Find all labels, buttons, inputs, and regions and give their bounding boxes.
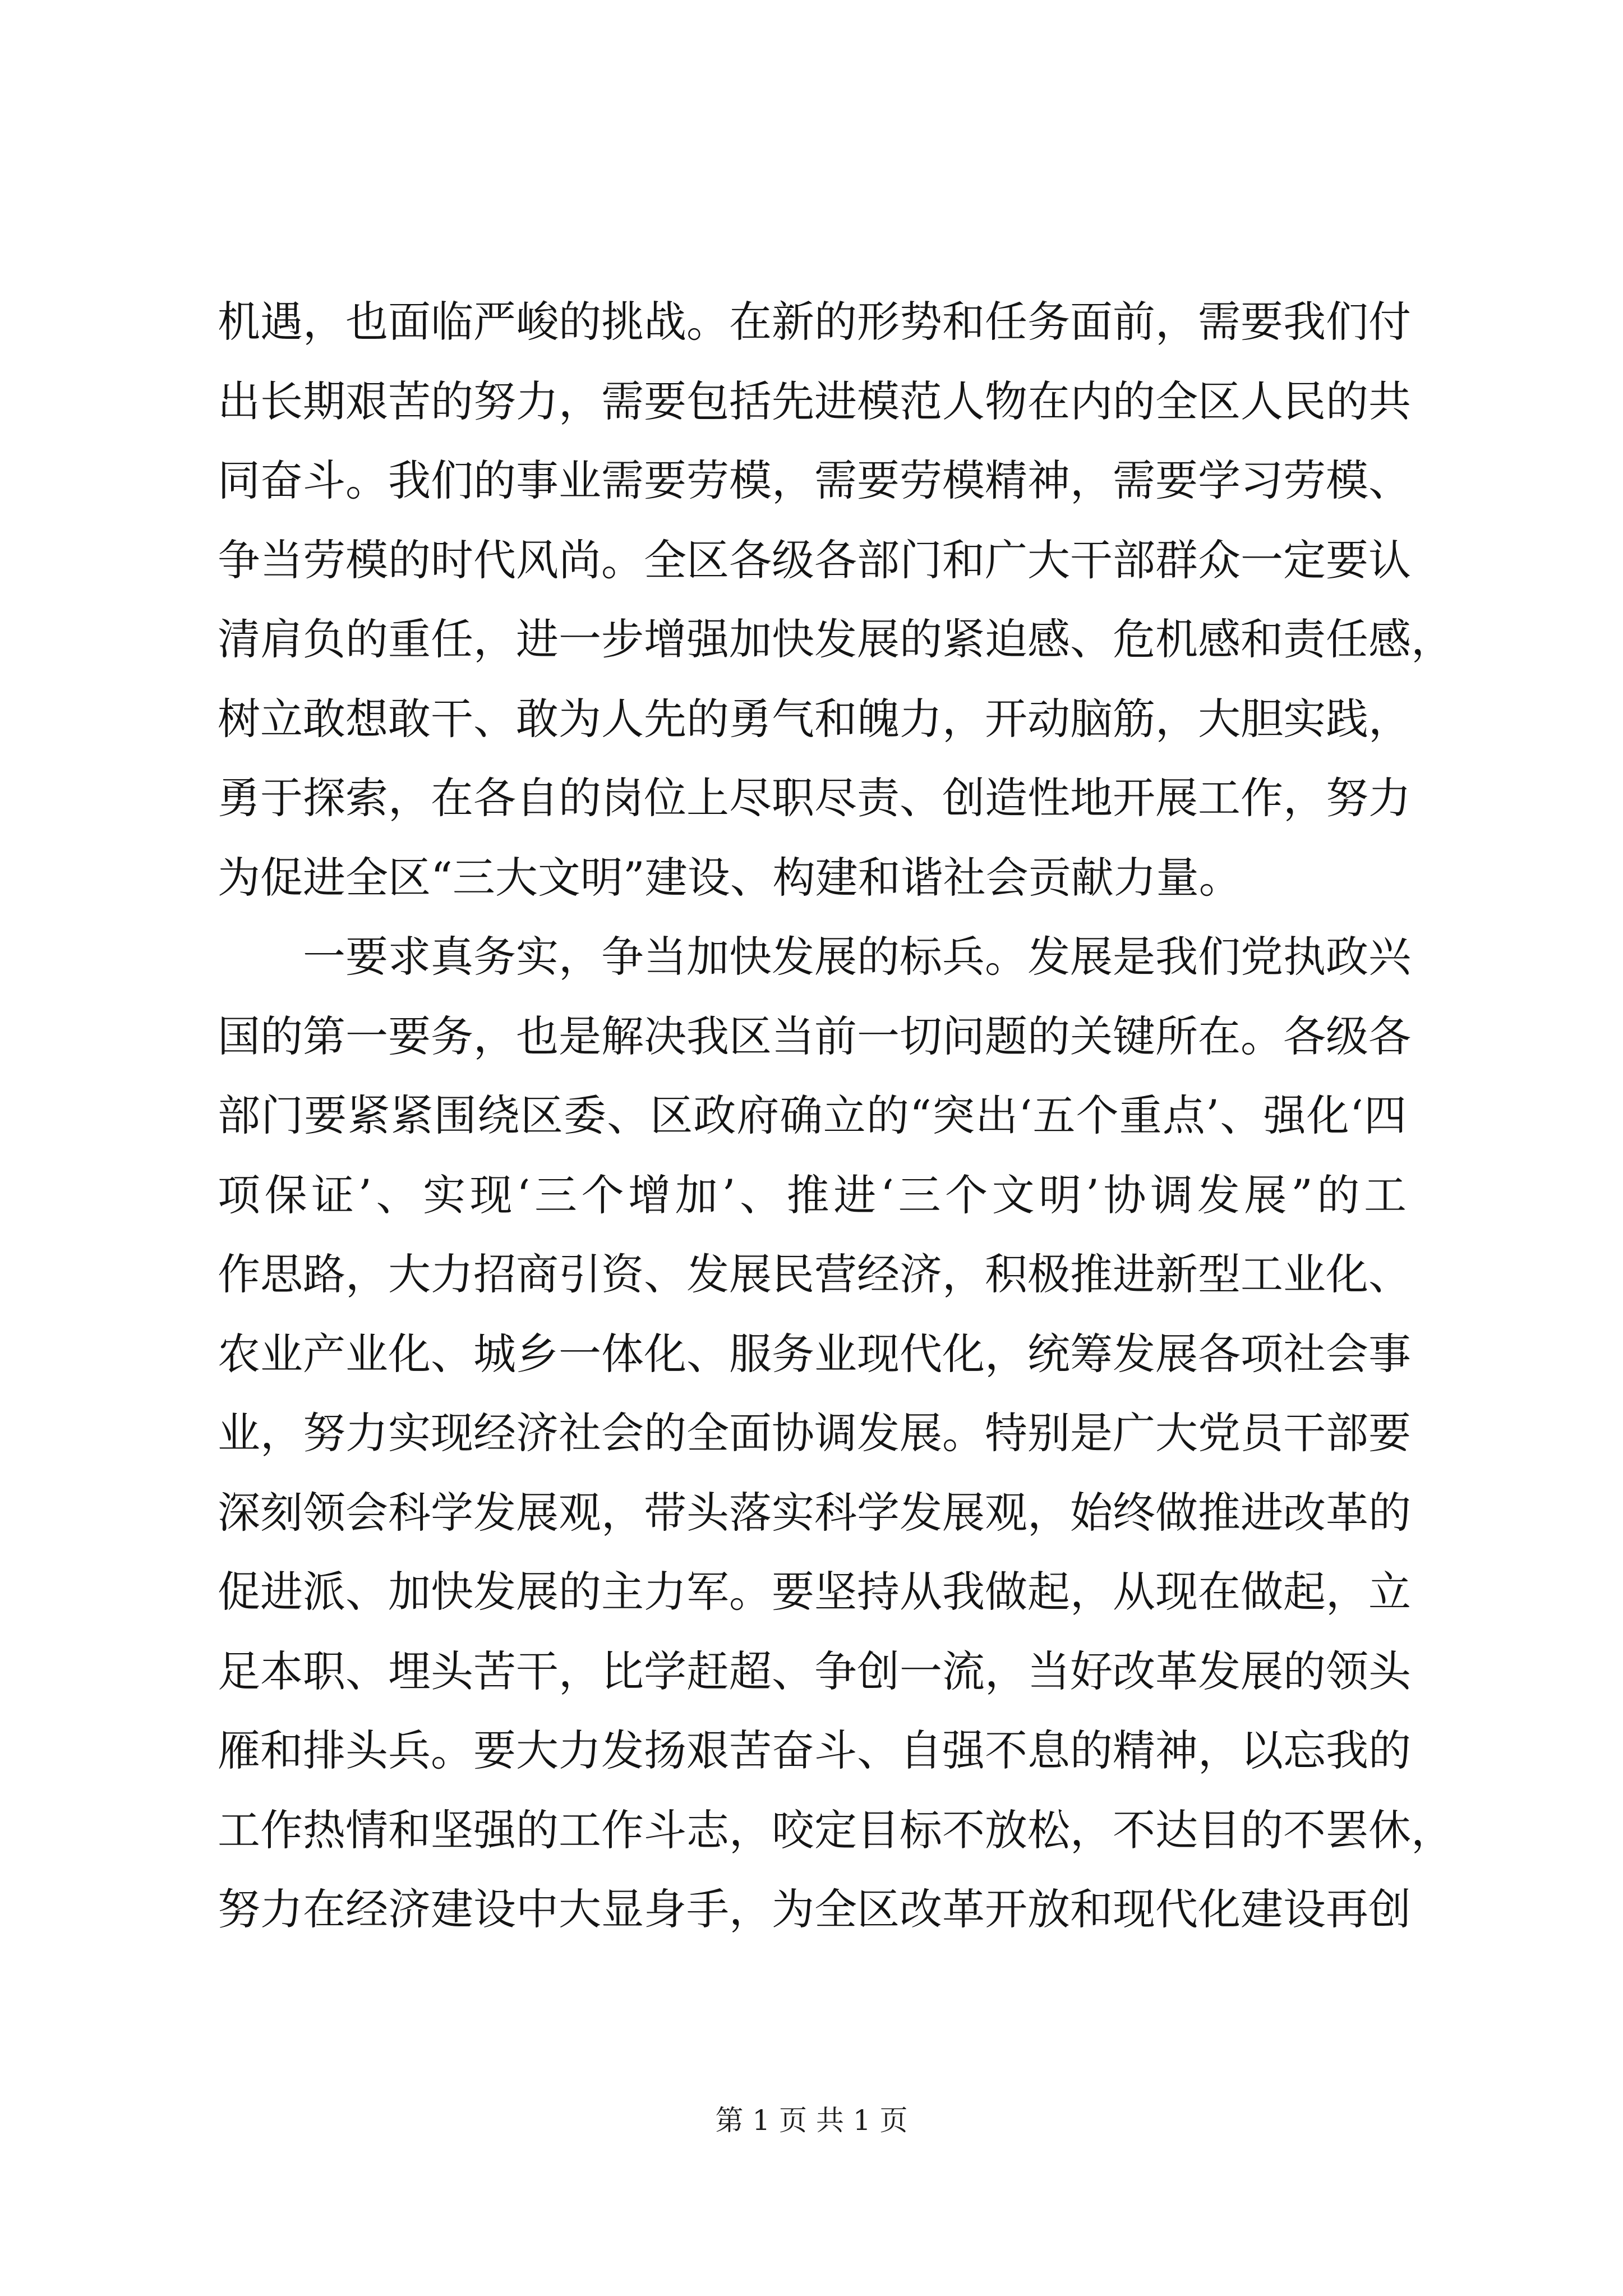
text-line: 清肩负的重任，进一步增强加快发展的紧迫感、危机感和责任感， [218,614,1454,664]
text-line: 作思路，大力招商引资、发展民营经济，积极推进新型工业化、 [218,1249,1411,1299]
text-line: 工作热情和坚强的工作斗志，咬定目标不放松，不达目的不罢休， [218,1805,1454,1855]
text-line: 促进派、加快发展的主力军。要坚持从我做起，从现在做起，立 [218,1567,1411,1617]
text-line: 同奋斗。我们的事业需要劳模，需要劳模精神，需要学习劳模、 [218,455,1411,505]
text-line: 深刻领会科学发展观，带头落实科学发展观，始终做推进改革的 [218,1487,1411,1538]
text-line: 项保证’、实现‘三个增加’、推进‘三个文明’协调发展”的工 [218,1170,1407,1220]
text-line: 足本职、埋头苦干，比学赶超、争创一流，当好改革发展的领头 [218,1646,1411,1696]
text-line: 勇于探索，在各自的岗位上尽职尽责、创造性地开展工作，努力 [218,773,1411,823]
text-line: 部门要紧紧围绕区委、区政府确立的“突出‘五个重点’、强化‘四 [218,1091,1407,1140]
document-body [218,282,1454,1949]
page-number-footer: 第 1 页 共 1 页 [715,2104,908,2137]
text-line: 农业产业化、城乡一体化、服务业现代化，统筹发展各项社会事 [218,1328,1411,1379]
text-line: 出长期艰苦的努力，需要包括先进模范人物在内的全区人民的共 [218,376,1411,426]
paragraph-start-line: 一要求真务实，争当加快发展的标兵。发展是我们党执政兴 [303,932,1411,982]
text-line: 业，努力实现经济社会的全面协调发展。特别是广大党员干部要 [218,1408,1411,1458]
text-line: 机遇，也面临严峻的挑战。在新的形势和任务面前，需要我们付 [218,297,1411,347]
text-line: 树立敢想敢干、敢为人先的勇气和魄力，开动脑筋，大胆实践， [218,693,1411,744]
text-line: 争当劳模的时代风尚。全区各级各部门和广大干部群众一定要认 [218,535,1411,585]
text-line: 努力在经济建设中大显身手，为全区改革开放和现代化建设再创 [218,1884,1411,1934]
paragraph-end-line: 为促进全区“三大文明”建设、构建和谐社会贡献力量。 [218,852,1242,903]
text-line: 国的第一要务，也是解决我区当前一切问题的关键所在。各级各 [218,1011,1411,1061]
text-line: 雁和排头兵。要大力发扬艰苦奋斗、自强不息的精神，以忘我的 [218,1726,1411,1775]
